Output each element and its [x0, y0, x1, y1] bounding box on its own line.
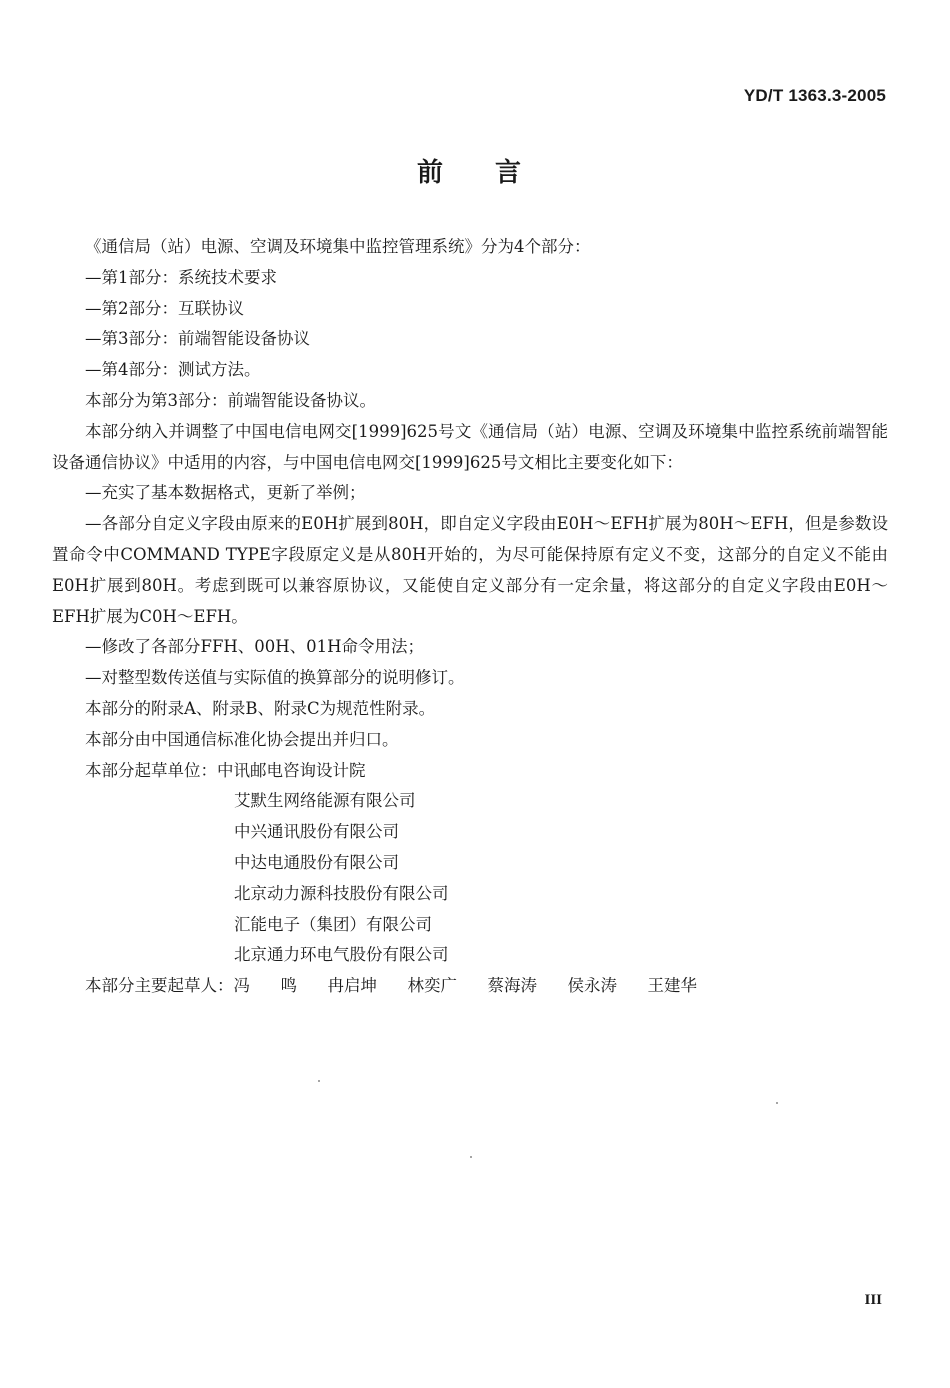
drafting-unit: 北京通力环电气股份有限公司: [234, 945, 449, 965]
paragraph-adjustment: 本部分纳入并调整了中国电信电网交[1999]625号文《通信局（站）电源、空调及环境集中监控系统前端智能设备通信协议》中适用的内容，与中国电信电网交[1999]625号文相比主要变化如下：: [52, 421, 888, 472]
list-item-part1: —第1部分：系统技术要求: [85, 267, 277, 287]
page-number: III: [864, 1292, 882, 1308]
preface-body: [52, 232, 888, 1002]
change-item-3: —修改了各部分FFH、00H、01H命令用法；: [85, 637, 425, 657]
change-item-2: —各部分自定义字段由原来的E0H扩展到80H，即自定义字段由E0H～EFH扩展为80H～EFH，但是参数设置命令中COMMAND TYPE字段原定义是从80H开始的，为尽可能保持原有定义不变，这部分的自定义不能由E0H扩展到80H。考虑到既可以兼容原协议，又能使自定义部分有一定余量，将这部分的自定义字段由E0H～EFH扩展为C0H～EFH。: [52, 514, 888, 626]
scan-speck: [470, 1156, 472, 1158]
list-item-part4: —第4部分：测试方法。: [85, 360, 261, 380]
scan-speck: [318, 1080, 320, 1082]
list-item-part3: —第3部分：前端智能设备协议: [85, 329, 310, 349]
paragraph-intro: 《通信局（站）电源、空调及环境集中监控管理系统》分为4个部分：: [85, 237, 591, 256]
paragraph-this-part: 本部分为第3部分：前端智能设备协议。: [85, 390, 376, 410]
drafting-unit: 中达电通股份有限公司: [234, 852, 399, 872]
drafting-unit: 北京动力源科技股份有限公司: [234, 883, 449, 903]
list-item-part2: —第2部分：互联协议: [85, 298, 244, 318]
drafting-unit: 中兴通讯股份有限公司: [234, 822, 399, 842]
drafting-unit: 汇能电子（集团）有限公司: [234, 914, 432, 934]
scan-speck: [776, 1102, 778, 1104]
standard-code: YD/T 1363.3-2005: [743, 86, 886, 105]
change-item-1: —充实了基本数据格式，更新了举例；: [85, 483, 366, 503]
paragraph-annex: 本部分的附录A、附录B、附录C为规范性附录。: [85, 698, 436, 718]
change-item-4: —对整型数传送值与实际值的换算部分的说明修订。: [85, 668, 465, 688]
main-drafters: 本部分主要起草人：冯 鸣 冉启坤 林奕广 蔡海涛 侯永涛 王建华: [85, 976, 697, 996]
drafting-unit: 艾默生网络能源有限公司: [234, 791, 416, 811]
page-title: 前言: [416, 158, 573, 188]
paragraph-drafting-units: 本部分起草单位：中讯邮电咨询设计院: [85, 760, 366, 780]
paragraph-proposer: 本部分由中国通信标准化协会提出并归口。: [85, 729, 399, 749]
